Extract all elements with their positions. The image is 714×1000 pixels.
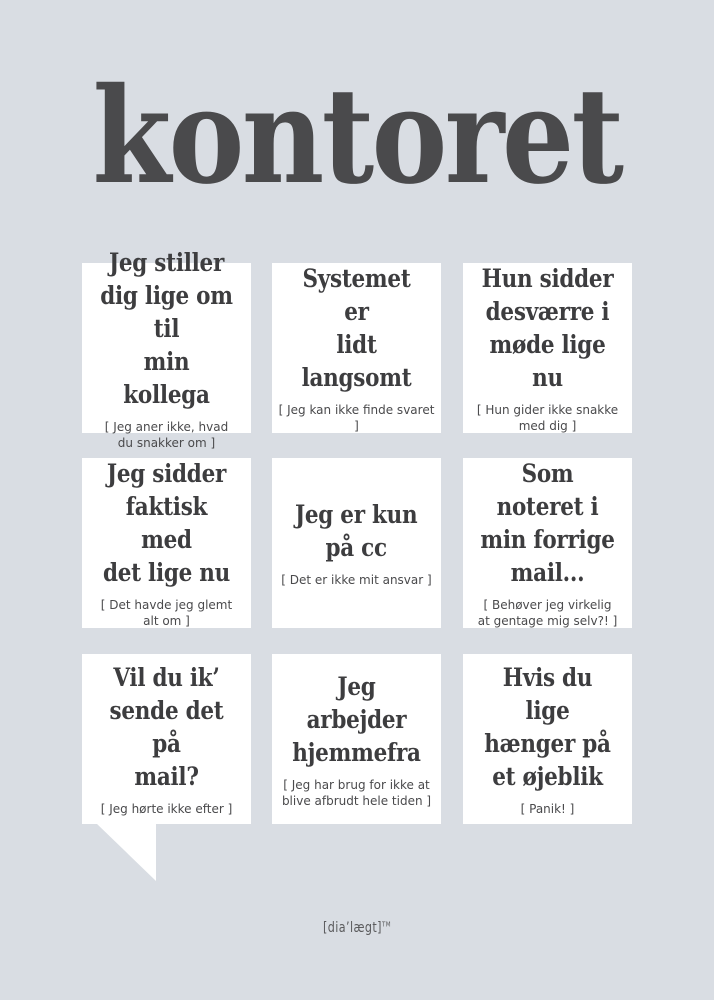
phrase-translation: [ Jeg har brug for ikke at blive afbrudt hele tiden ] <box>281 777 432 808</box>
phrase-card <box>463 458 632 628</box>
phrase-text: Som noteret i min forrige mail... <box>480 459 615 587</box>
phrase-text: Systemet er lidt langsomt <box>301 264 412 392</box>
phrase-text: Jeg arbejder hjemmefra <box>292 671 421 767</box>
phrase-text: Jeg stiller dig lige om til min kollega <box>100 247 233 409</box>
phrase-translation: [ Panik! ] <box>520 802 575 816</box>
phrase-translation: [ Behøver jeg virkelig at gentage mig selv?! ] <box>477 598 618 628</box>
phrase-card <box>463 263 632 433</box>
phrase-text: Hun sidder desværre i møde lige nu <box>481 264 614 392</box>
phrase-text: Vil du ik’ sende det på mail? <box>109 663 224 791</box>
phrase-translation: [ Jeg hørte ikke efter ] <box>100 802 233 816</box>
phrase-card <box>272 458 441 628</box>
phrase-card <box>272 263 441 433</box>
phrase-text: Jeg sidder faktisk med det lige nu <box>102 459 231 587</box>
phrase-card <box>82 654 251 824</box>
phrase-card <box>82 458 251 628</box>
phrase-card <box>82 247 251 450</box>
phrase-translation: [ Det er ikke mit ansvar ] <box>281 573 432 587</box>
brand-logo-text: [dia’lægt] <box>322 920 382 936</box>
speech-bubble-tail <box>96 823 156 881</box>
phrase-translation: [ Jeg kan ikke finde svaret ] <box>278 403 435 433</box>
phrase-card <box>463 654 632 824</box>
brand-logo <box>311 920 402 936</box>
phrase-translation: [ Hun gider ikke snakke med dig ] <box>476 403 619 433</box>
phrase-text: Hvis du lige hænger på et øjeblik <box>484 663 611 791</box>
poster-title: kontoret <box>92 59 622 214</box>
phrase-text: Jeg er kun på cc <box>295 500 418 562</box>
phrase-translation: [ Det havde jeg glemt alt om ] <box>100 598 233 628</box>
phrase-card <box>272 654 441 824</box>
phrase-translation: [ Jeg aner ikke, hvad du snakker om ] <box>104 419 229 450</box>
trademark-mark: TM <box>381 920 392 929</box>
